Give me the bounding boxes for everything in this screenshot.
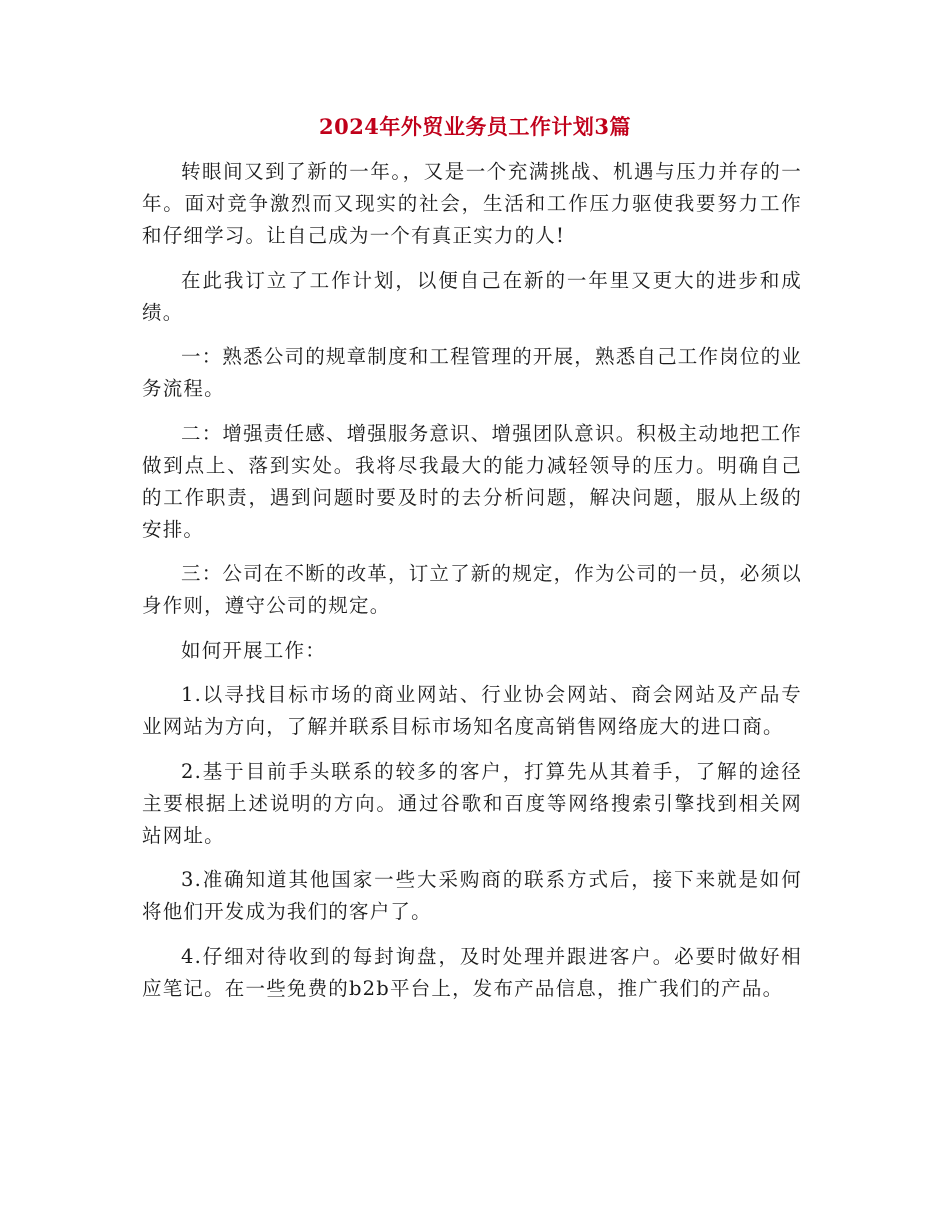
document-body <box>142 156 802 1017</box>
paragraph-point-three: 三：公司在不断的改革，订立了新的规定，作为公司的一员，必须以身作则，遵守公司的规定。 <box>142 562 803 617</box>
paragraph-point-one: 一：熟悉公司的规章制度和工程管理的开展，熟悉自己工作岗位的业务流程。 <box>142 345 803 400</box>
paragraph-point-two: 二：增强责任感、增强服务意识、增强团队意识。积极主动地把工作做到点上、落到实处。我将尽我最大的能力减轻领导的压力。明确自己的工作职责，遇到问题时要及时的去分析问题，解决问题，服从上级的安排。 <box>142 421 803 541</box>
paragraph-step-4: 4.仔细对待收到的每封询盘，及时处理并跟进客户。必要时做好相应笔记。在一些免费的b2b平台上，发布产品信息，推广我们的产品。 <box>142 944 802 1000</box>
document-title: 2024年外贸业务员工作计划3篇 <box>318 114 632 139</box>
paragraph-step-3: 3.准确知道其他国家一些大采购商的联系方式后，接下来就是如何将他们开发成为我们的客户了。 <box>142 868 802 923</box>
paragraph-step-2: 2.基于目前手头联系的较多的客户，打算先从其着手，了解的途径主要根据上述说明的方向。通过谷歌和百度等网络搜索引擎找到相关网站网址。 <box>142 759 802 847</box>
paragraph-step-1: 1.以寻找目标市场的商业网站、行业协会网站、商会网站及产品专业网站为方向，了解并联系目标市场知名度高销售网络庞大的进口商。 <box>142 683 802 738</box>
paragraph-how-to-heading: 如何开展工作： <box>181 638 326 662</box>
paragraph-intro: 转眼间又到了新的一年。，又是一个充满挑战、机遇与压力并存的一年。面对竞争激烈而又现实的社会，生活和工作压力驱使我要努力工作和仔细学习。让自己成为一个有真正实力的人! <box>142 160 802 247</box>
paragraph-plan-statement: 在此我订立了工作计划，以便自己在新的一年里又更大的进步和成绩。 <box>142 268 802 324</box>
